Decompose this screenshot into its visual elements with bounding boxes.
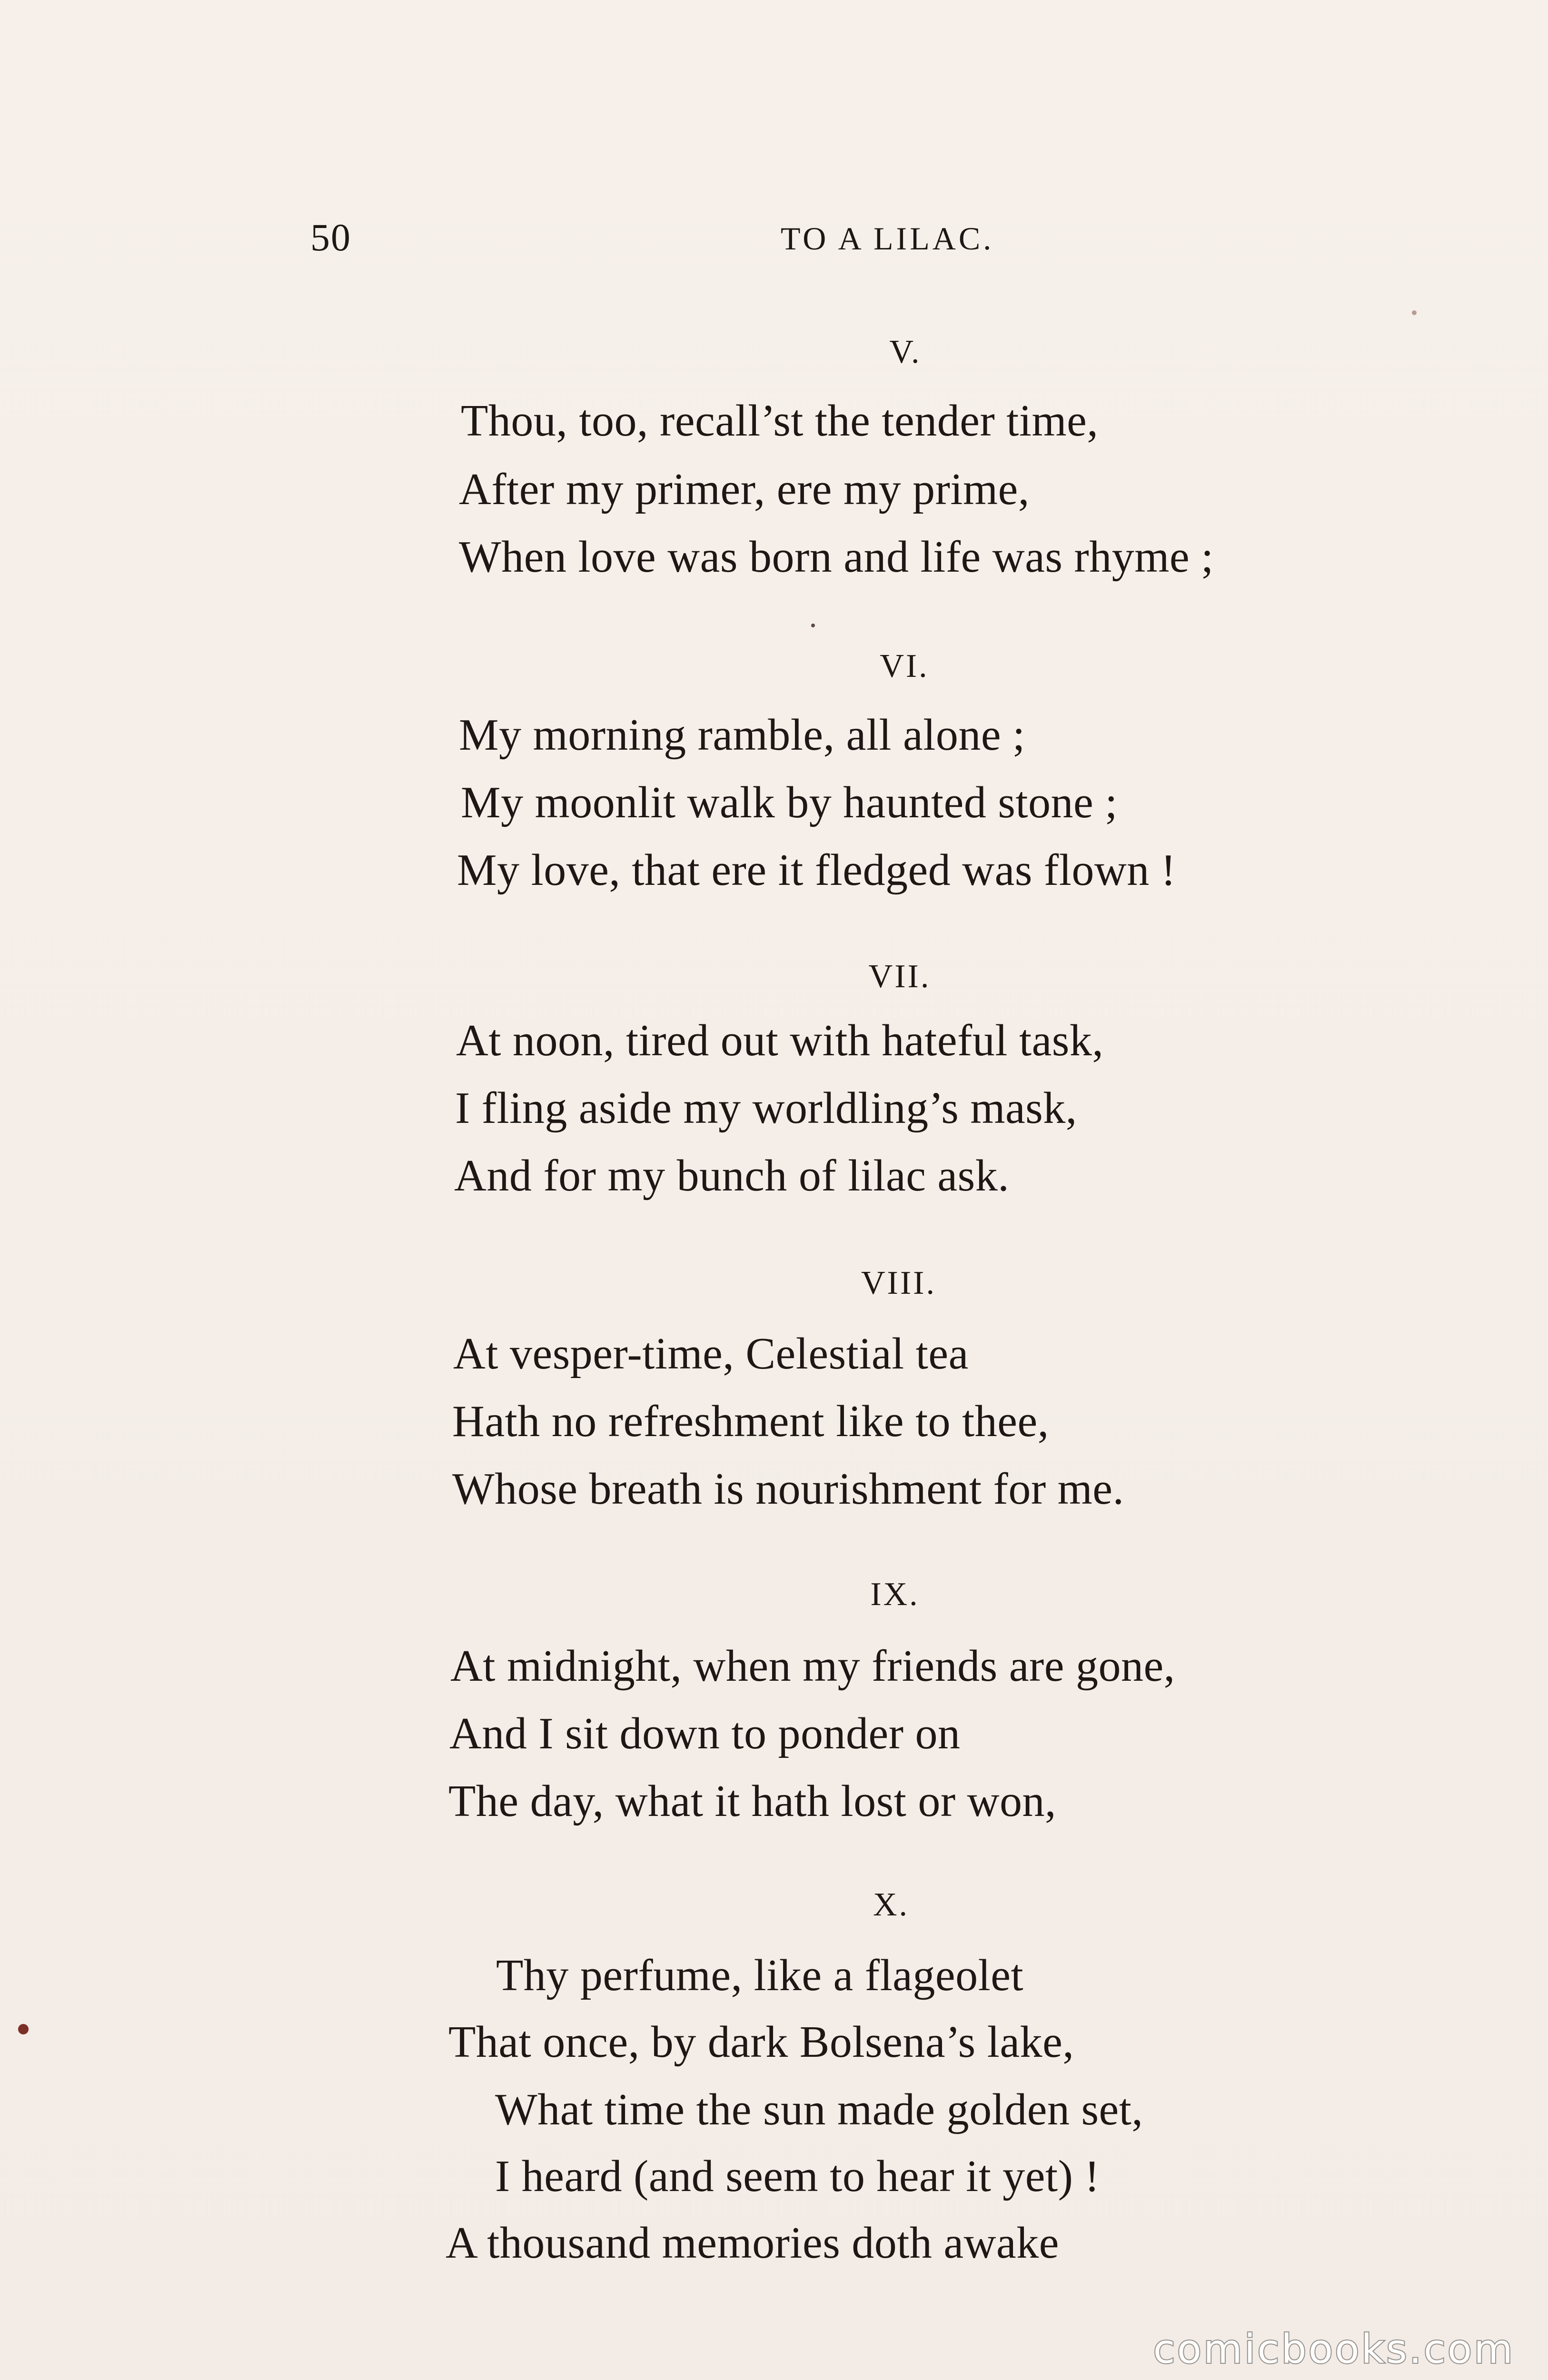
paper-speck [18,2024,29,2034]
stanza-numeral: VII. [868,958,931,995]
verse-line: My love, that ere it fledged was flown ! [457,845,1176,895]
verse-line: Hath no refreshment like to thee, [452,1397,1049,1446]
verse-line: After my primer, ere my prime, [459,465,1030,514]
verse-line: At vesper-time, Celestial tea [453,1329,969,1378]
verse-line: Whose breath is nourishment for me. [452,1464,1124,1514]
verse-line: When love was born and life was rhyme ; [459,532,1214,582]
verse-line: What time the sun made golden set, [495,2085,1143,2134]
page-number: 50 [310,216,351,259]
paper-speck [811,624,815,627]
running-head: TO A LILAC. [781,220,994,257]
verse-line: The day, what it hath lost or won, [448,1776,1057,1826]
verse-line: My moonlit walk by haunted stone ; [461,778,1118,827]
verse-line: Thy perfume, like a flageolet [496,1951,1024,2000]
verse-line: Thou, too, recall’st the tender time, [461,396,1099,446]
verse-line: And for my bunch of lilac ask. [454,1151,1010,1200]
paper-speck [1412,310,1417,315]
verse-line: And I sit down to ponder on [449,1709,961,1758]
stanza-numeral: VI. [880,648,929,684]
verse-line: I heard (and seem to hear it yet) ! [495,2152,1100,2201]
verse-line: A thousand memories doth awake [446,2218,1059,2268]
stanza-numeral: V. [889,334,922,370]
verse-line: That once, by dark Bolsena’s lake, [448,2017,1074,2067]
verse-line: My morning ramble, all alone ; [459,710,1025,760]
verse-line: At midnight, when my friends are gone, [450,1641,1175,1691]
stanza-numeral: VIII. [861,1265,936,1301]
stanza-numeral: X. [873,1886,910,1923]
verse-line: At noon, tired out with hateful task, [456,1016,1104,1065]
site-watermark: comicbooks.com [1153,2326,1515,2372]
verse-line: I fling aside my worldling’s mask, [455,1083,1077,1133]
stanza-numeral: IX. [870,1576,920,1613]
